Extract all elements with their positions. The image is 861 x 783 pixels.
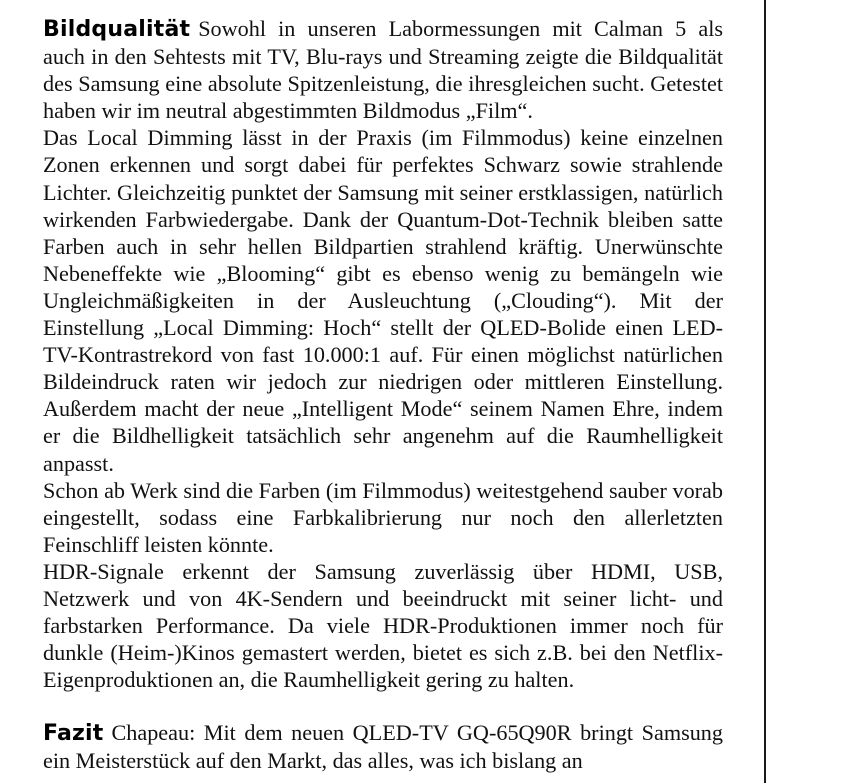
- paragraph-text: Sowohl in unseren Labormessungen mit Calman 5 als auch in den Sehtests mit TV, Blu-rays und Streaming zeigte die Bildqualität des Samsung eine absolute Spitzenleistung, die ihresgleichen sucht. Getestet haben wir im neutral abgestimmten Bildmodus „Film“.: [43, 16, 723, 124]
- section-heading-bildqualitaet: Bildqualität: [43, 17, 191, 42]
- paragraph-bildqualitaet-1: [43, 15, 723, 124]
- paragraph-farben-ab-werk: Schon ab Werk sind die Farben (im Filmmodus) weitestgehend sauber vorab eingestellt, sodass eine Farbkalibrierung nur noch den allerletzten Feinschliff leisten könnte.: [43, 477, 723, 557]
- paragraph-text: Chapeau: Mit dem neuen QLED-TV GQ-65Q90R bringt Samsung ein Meisterstück auf den Markt, das alles, was ich bislang an: [43, 720, 723, 774]
- paragraph-fazit: [43, 719, 723, 774]
- section-heading-fazit: Fazit: [43, 721, 104, 747]
- paragraph-hdr-signale: HDR-Signale erkennt der Samsung zuverlässig über HDMI, USB, Netzwerk und von 4K-Sendern und beeindruckt mit seiner licht- und farbstarken Performance. Da viele HDR-Produktionen immer noch für dunkle (Heim-)Kinos gemastert werden, bietet es sich z.B. bei den Netflix-Eigenproduktionen an, die Raumhelligkeit gering zu halten.: [43, 558, 723, 693]
- paragraph-local-dimming: Das Local Dimming lässt in der Praxis (im Filmmodus) keine einzelnen Zonen erkennen und sorgt dabei für perfektes Schwarz sowie strahlende Lichter. Gleichzeitig punktet der Samsung mit seiner erstklassigen, natürlich wirkenden Farbwiedergabe. Dank der Quantum-Dot-Technik bleiben satte Farben auch in sehr hellen Bildpartien strahlend kräftig. Unerwünschte Nebeneffekte wie „Blooming“ gibt es ebenso wenig zu bemängeln wie Ungleichmäßigkeiten in der Ausleuchtung („Clouding“). Mit der Einstellung „Local Dimming: Hoch“ stellt der QLED-Bolide einen LED-TV-Kontrastrekord von fast 10.000:1 auf. Für einen möglichst natürlichen Bildeindruck raten wir jedoch zur niedrigen oder mittleren Einstellung. Außerdem macht der neue „Intelligent Mode“ seinem Namen Ehre, indem er die Bildhelligkeit tatsächlich sehr angenehm auf die Raumhelligkeit anpasst.: [43, 125, 723, 476]
- article-column: [43, 15, 723, 775]
- column-divider: [764, 0, 766, 783]
